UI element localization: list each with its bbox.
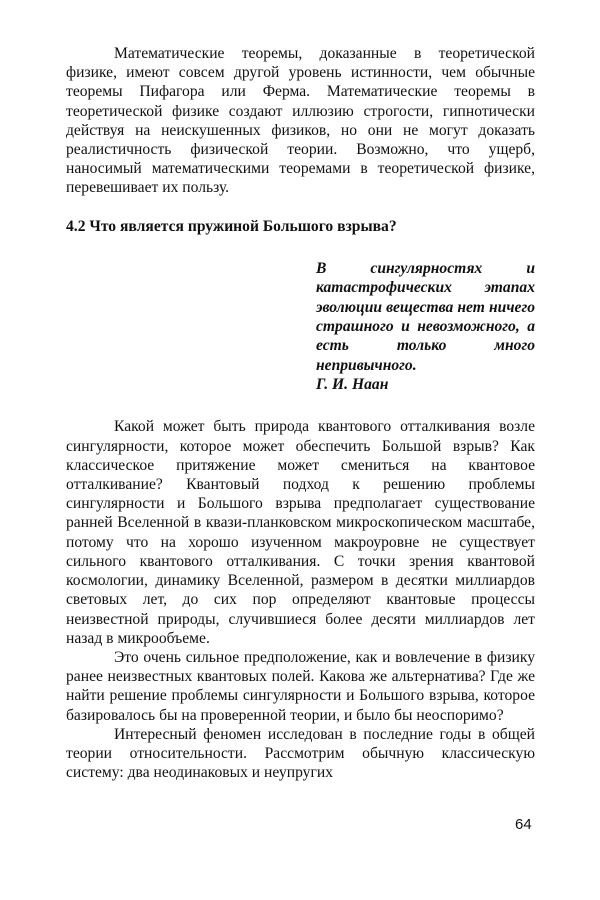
page-body [66,44,535,782]
epigraph-quote: В сингулярностях и катастрофических этапах эволюции вещества нет ничего страшного и невозможного, а есть только много непривычного. [316,259,535,374]
section-heading: 4.2 Что является пружиной Большого взрыва? [66,217,397,235]
epigraph-author: Г. И. Наан [316,376,389,394]
paragraph-quantum-repulsion: Какой может быть природа квантового отталкивания возле сингулярности, которое может обеспечить Большой взрыв? Как классическое притяжение может смениться на квантовое отталкивание? Квантовый подход к решению проблемы сингулярности и Большого взрыва предполагает существование ранней Вселенной в квази-планковском микроскопическом масштабе, потому что на хорошо изученном макроуровне не существует сильного квантового отталкивания. С точки зрения квантовой космологии, динамику Вселенной, размером в десятки миллиардов световых лет, до сих пор определяют квантовые процессы неизвестной природы, случившиеся более десяти миллиардов лет назад в микрообъеме. [66,418,535,647]
paragraph-math-theorems: Математические теоремы, доказанные в теоретической физике, имеют совсем другой уровень истинности, чем обычные теоремы Пифагора или Ферма. Математические теоремы в теоретической физике создают иллюзию строгости, гипнотически действуя на неискушенных физиков, но они не могут доказать реалистичность физической теории. Возможно, что ущерб, наносимый математическими теоремами в теоретической физике, перевешивает их пользу. [66,45,535,197]
paragraph-strong-assumption: Это очень сильное предположение, как и вовлечение в физику ранее неизвестных квантовых полей. Какова же альтернатива? Где же найти решение проблемы сингулярности и Большого взрыва, которое базировалось бы на проверенной теории, и было бы неоспоримо? [66,648,535,724]
paragraph-interesting-phenomenon: Интересный феномен исследован в последние годы в общей теории относительности. Рассмотрим обычную классическую систему: два неодинаковых и неупругих [66,725,535,782]
page-number: 64 [515,816,532,833]
